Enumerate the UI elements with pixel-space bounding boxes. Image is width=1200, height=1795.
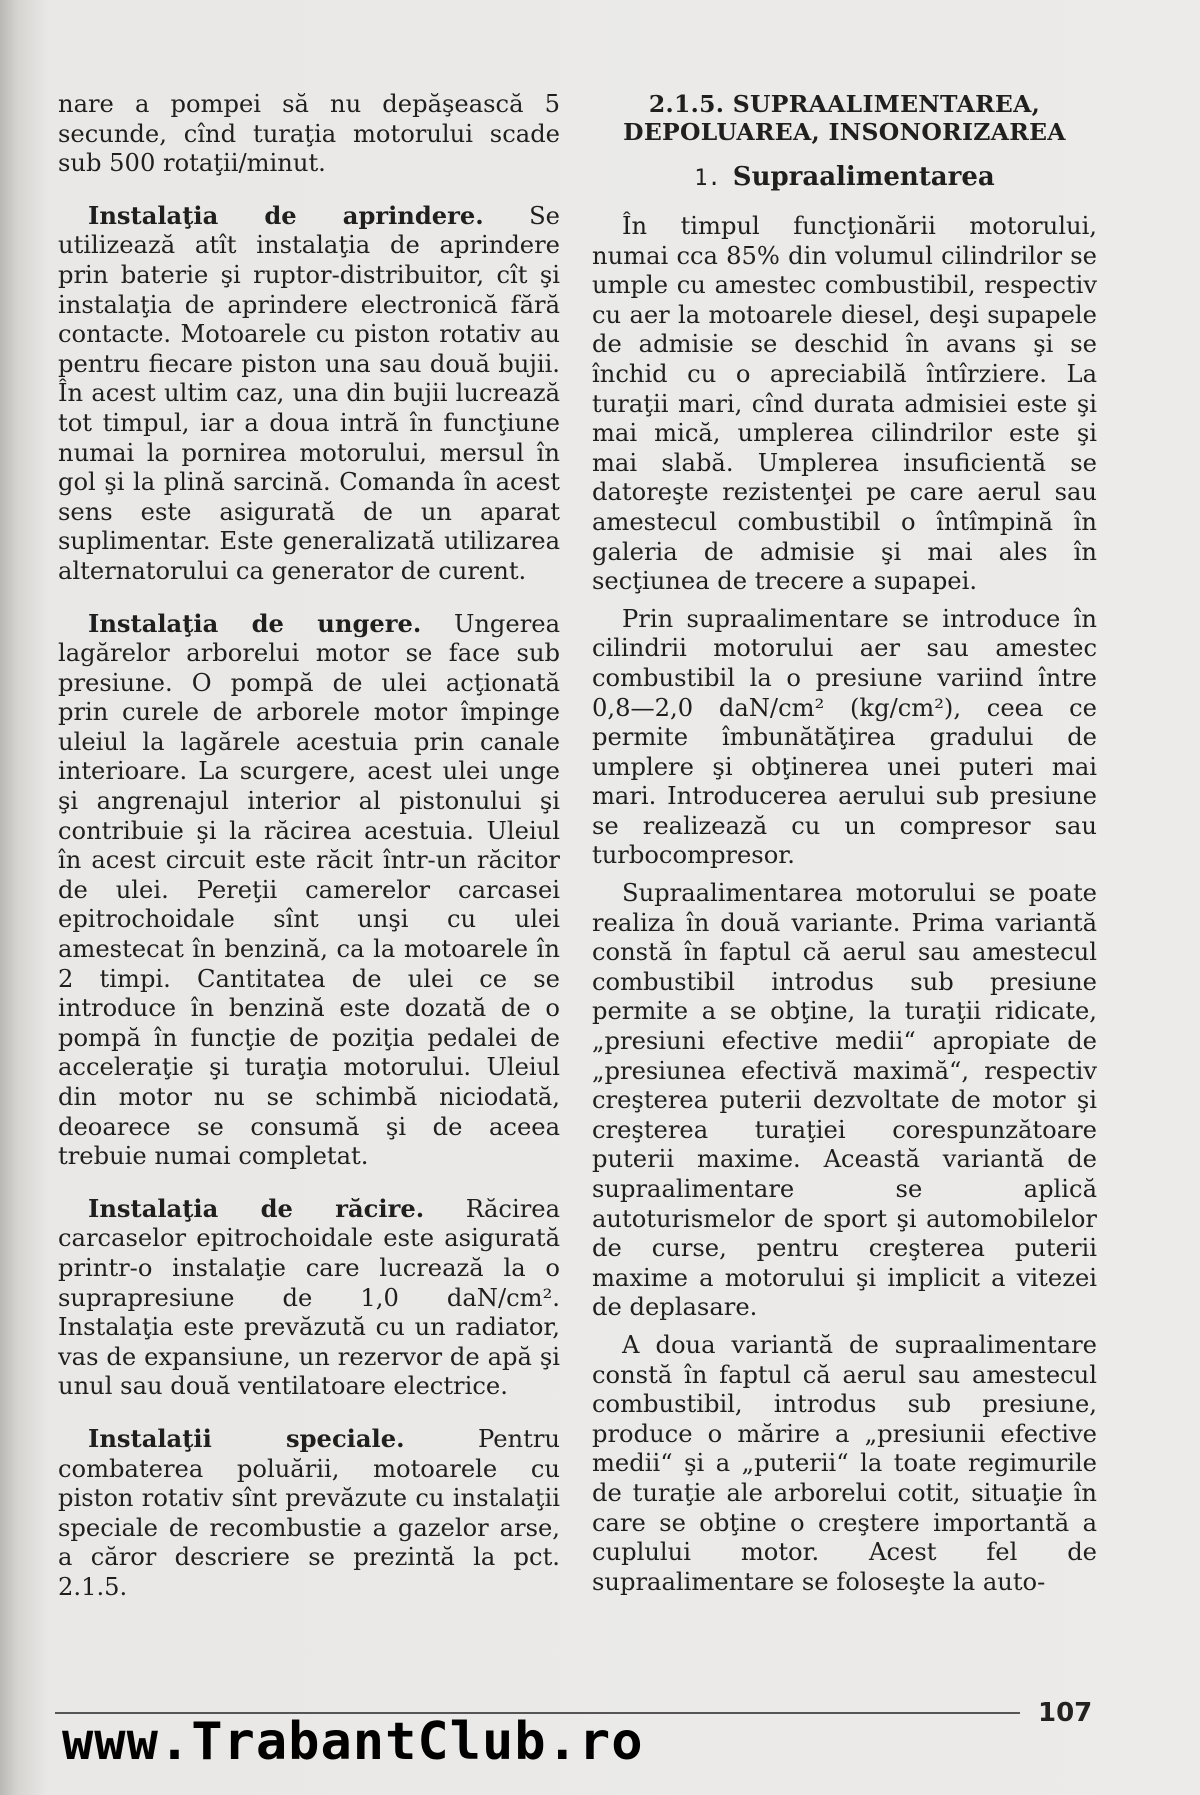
- aprindere-paragraph: [58, 201, 560, 587]
- intro-paragraph: nare a pompei să nu depăşească 5 secunde, cînd turaţia motorului scade sub 500 rotaţii/minut.: [58, 90, 560, 178]
- supraalimentare-paragraph-1: În timpul funcţionării motorului, numai cca 85% din volumul cilindrilor se umple cu amestec combustibil, respectiv cu aer la motoarele diesel, deşi supapele de admisie se deschid în avans şi se închid cu o apreciabilă întîrziere. La turaţii mari, cînd durata admisiei este şi mai mică, umplerea cilindrilor este şi mai slabă. Umplerea insuficientă se datoreşte rezistenţei pe care aerul sau amestecul combustibil o întîmpină în galeria de admisie şi mai ales în secţiunea de trecere a supapei.: [592, 212, 1097, 596]
- supraalimentare-paragraph-2: Prin supraalimentare se introduce în cilindrii motorului aer sau amestec combustibil la o presiune variind între 0,8—2,0 daN/cm² (kg/cm²), ceea ce permite îmbunătăţirea gradului de umplere şi obţinerea unei puteri mai mari. Introducerea aerului sub presiune se realizează cu un compresor sau turbocompresor.: [592, 604, 1097, 870]
- speciale-paragraph: [58, 1424, 560, 1603]
- racire-heading: Instalaţia de răcire.: [88, 1193, 425, 1223]
- ungere-text: Ungerea lagărelor arborelui motor se face sub presiune. O pompă de ulei acţionată prin curele de arborele motor împinge uleiul la lagărele acestuia prin canale interioare. La scurgere, acest ulei unge şi angrenajul interior al pistonului şi contribuie şi la răcirea acestuia. Uleiul în acest circuit este răcit într-un răcitor de ulei. Pereţii camerelor carcasei epitrochoidale sînt unşi cu ulei amestecat în benzină, ca la motoarele în 2 timpi. Cantitatea de ulei ce se introduce în benzină este dozată de o pompă în funcţie de poziţia pedalei de acceleraţie şi turaţia motorului. Uleiul din motor nu se schimbă niciodată, deoarece se consumă şi de aceea trebuie numai completat.: [58, 609, 560, 1171]
- subsection-number: 1.: [694, 166, 721, 191]
- speciale-heading: Instalaţii speciale.: [88, 1423, 405, 1453]
- aprindere-text: Se utilizează atît instalaţia de aprindere prin baterie şi ruptor-distribuitor, cît şi instalaţia de aprindere electronică fără contacte. Motoarele cu piston rotativ au pentru fiecare piston una sau două bujii. În acest ultim caz, una din bujii lucrează tot timpul, iar a doua intră în funcţiune numai la pornirea motorului, mersul în gol şi la plină sarcină. Comanda în acest sens este asigurată de un aparat suplimentar. Este generalizată utilizarea alternatorului ca generator de curent.: [58, 201, 560, 585]
- aprindere-heading: Instalaţia de aprindere.: [88, 200, 484, 230]
- right-column: [592, 90, 1097, 1605]
- subsection-title-text: Supraalimentarea: [732, 162, 995, 192]
- page-number: 107: [1038, 1698, 1093, 1728]
- subsection-title: [592, 160, 1097, 196]
- ungere-paragraph: [58, 609, 560, 1172]
- racire-paragraph: [58, 1194, 560, 1402]
- speciale-text: Pentru combaterea poluării, motoarele cu piston rotativ sînt prevăzute cu instalaţii speciale de recombustie a gazelor arse, a căror descriere se prezintă la pct. 2.1.5.: [58, 1424, 560, 1601]
- section-title: 2.1.5. SUPRAALIMENTAREA, DEPOLUAREA, INSONORIZAREA: [623, 90, 1066, 146]
- watermark-url: www.TrabantClub.ro: [62, 1712, 644, 1772]
- left-column: [58, 90, 560, 1625]
- ungere-heading: Instalaţia de ungere.: [88, 608, 422, 638]
- racire-text: Răcirea carcaselor epitrochoidale este asigurată printr-o instalaţie care lucrează la o suprapresiune de 1,0 daN/cm². Instalaţia este prevăzută cu un radiator, vas de expansiune, un rezervor de apă şi unul sau două ventilatoare electrice.: [58, 1194, 560, 1401]
- supraalimentare-paragraph-4: A doua variantă de supraalimentare constă în faptul că aerul sau amestecul combustibil, introdus sub presiune, produce o mărire a „presiunii efective medii“ şi a „puterii“ la toate regimurile de turaţie ale arborelui cotit, situaţie în care se obţine o creştere importantă a cuplului motor. Acest fel de supraalimentare se foloseşte la auto-: [592, 1330, 1097, 1596]
- supraalimentare-paragraph-3: Supraalimentarea motorului se poate realiza în două variante. Prima variantă constă în faptul că aerul sau amestecul combustibil introdus sub presiune permite a se obţine, la turaţii ridicate, „presiuni efective medii“ apropiate de „presiunea efectivă maximă“, respectiv creşterea puterii dezvoltate de motor şi creşterea turaţiei corespunzătoare puterii maxime. Această variantă de supraalimentare se aplică autoturismelor de sport şi automobilelor de curse, pentru creşterea puterii maxime a motorului şi implicit a vitezei de deplasare.: [592, 879, 1097, 1322]
